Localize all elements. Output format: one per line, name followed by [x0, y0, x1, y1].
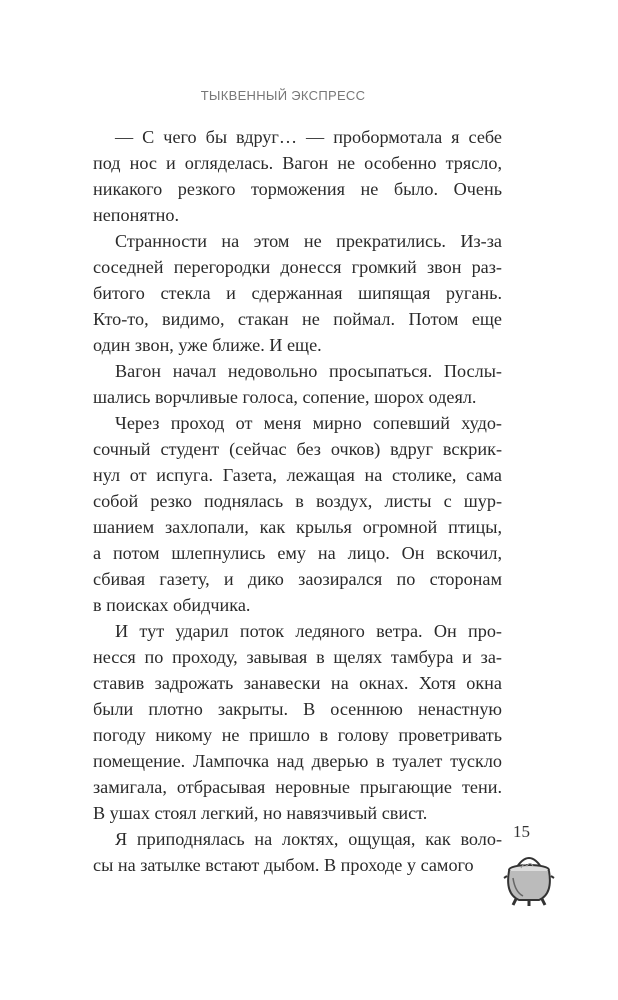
text-line: замигала, отбрасывая неровные прыгающие тени. [93, 777, 502, 797]
cauldron-icon [503, 848, 555, 908]
text-line: несся по проходу, завывая в щелях тамбура и за- [93, 647, 502, 667]
text-line: Кто-то, видимо, стакан не поймал. Потом еще [93, 309, 502, 329]
text-line: сы на затылке встают дыбом. В проходе у самого [93, 855, 474, 875]
text-line: помещение. Лампочка над дверью в туалет тускло [93, 751, 502, 771]
text-line: ставив задрожать занавески на окнах. Хотя окна [93, 673, 502, 693]
text-line: никакого резкого торможения не было. Очень [93, 179, 502, 199]
text-line: В ушах стоял легкий, но навязчивый свист. [93, 803, 428, 823]
text-line: Через проход от меня мирно сопевший худо- [115, 413, 502, 433]
page-number: 15 [513, 822, 530, 841]
body-text [93, 124, 502, 878]
text-line: Я приподнялась на локтях, ощущая, как воло- [115, 829, 502, 849]
text-line: И тут ударил поток ледяного ветра. Он про- [115, 621, 502, 641]
paragraph [93, 826, 502, 878]
text-line: а потом шлепнулись ему на лицо. Он вскочил, [93, 543, 502, 563]
paragraph [93, 358, 502, 410]
text-line: битого стекла и сдержанная шипящая ругань. [93, 283, 502, 303]
text-line: сочный студент (сейчас без очков) вдруг вскрик- [93, 439, 502, 459]
text-line: сбивая газету, и дико заозирался по сторонам [93, 569, 502, 589]
paragraph [93, 228, 502, 358]
text-line: были плотно закрыты. В осеннюю ненастную [93, 699, 502, 719]
paragraph [93, 410, 502, 618]
text-line: — С чего бы вдруг… — пробормотала я себе [115, 127, 502, 147]
text-line: собой резко поднялась в воздух, листы с шур- [93, 491, 502, 511]
text-line: Вагон начал недовольно просыпаться. Послы- [115, 361, 502, 381]
text-line: соседней перегородки донесся громкий звон раз- [93, 257, 502, 277]
text-line: нул от испуга. Газета, лежащая на столике, сама [93, 465, 502, 485]
text-line: под нос и огляделась. Вагон не особенно трясло, [93, 153, 502, 173]
running-title: ТЫКВЕННЫЙ ЭКСПРЕСС [200, 88, 366, 103]
text-line: погоду никому не пришло в голову проветривать [93, 725, 502, 745]
text-line: один звон, уже ближе. И еще. [93, 335, 322, 355]
paragraph [93, 618, 502, 826]
paragraph [93, 124, 502, 228]
text-line: шанием захлопали, как крылья огромной птицы, [93, 517, 502, 537]
text-line: шались ворчливые голоса, сопение, шорох одеял. [93, 387, 477, 407]
text-line: в поисках обидчика. [93, 595, 251, 615]
text-line: Странности на этом не прекратились. Из-за [115, 231, 502, 251]
text-line: непонятно. [93, 205, 180, 225]
